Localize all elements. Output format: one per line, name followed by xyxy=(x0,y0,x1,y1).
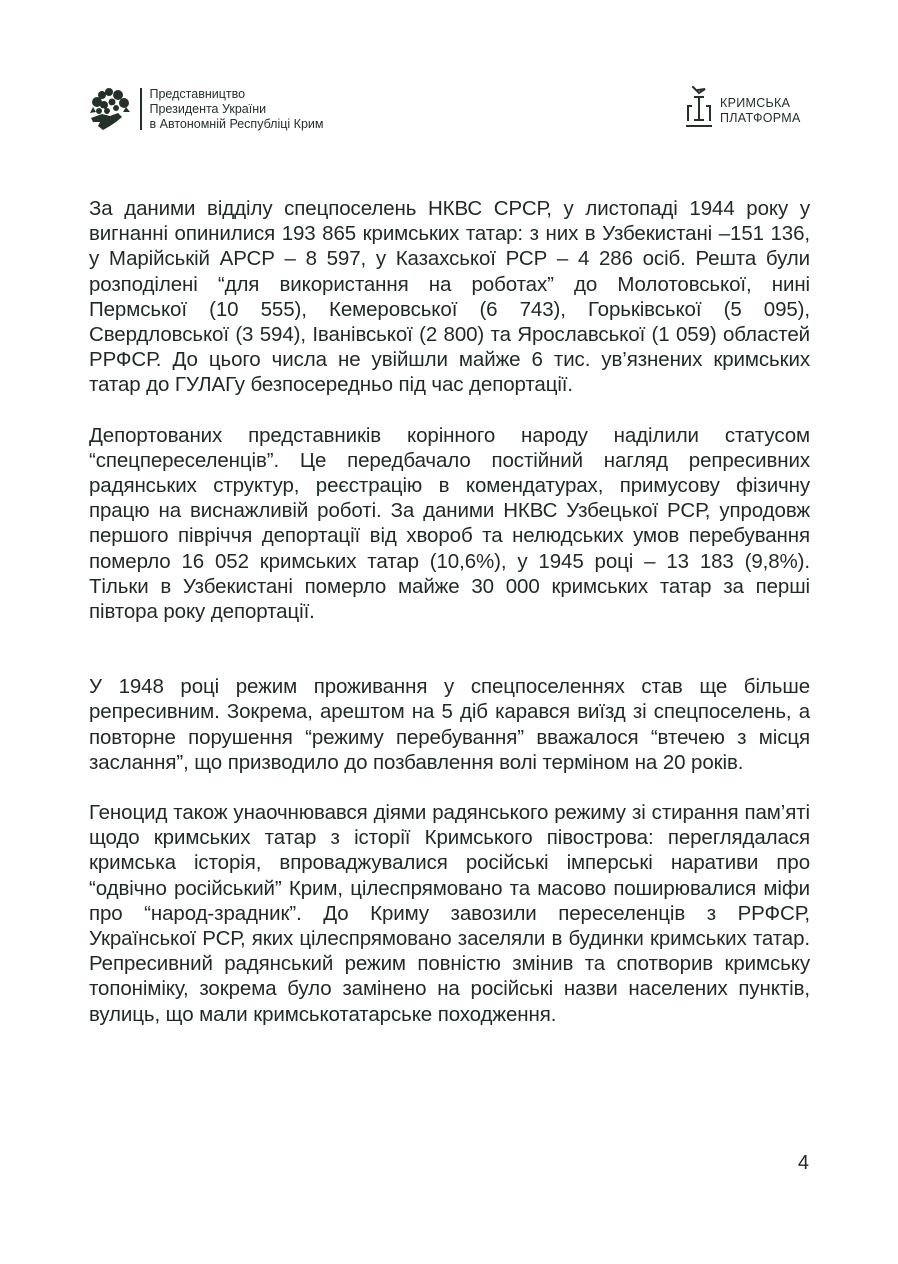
paragraph-memory-erasure: Геноцид також унаочнювався діями радянського режиму зі стирання пам’яті щодо кримських татар з історії Кримського півострова: переглядалася кримська історія, впроваджувалися російські імперські наративи про “одвічно російський” Крим, цілеспрямовано та масово поширювалися міфи про “народ-зрадник”. До Криму завозили переселенців з РРФСР, Української РСР, яких цілеспрямовано заселяли в будинки кримських татар. Репресивний радянський режим повністю змінив та спотворив кримську топоніміку, зокрема було замінено на російські назви населених пунктів, вулиць, що мали кримськотатарське походження. xyxy=(89,801,810,1026)
crimea-platform-logo xyxy=(684,84,801,130)
org-name-line-1: Представництво xyxy=(149,86,246,101)
org-name-line-3: в Автономній Республіці Крим xyxy=(149,116,324,131)
platform-name-line-1: КРИМСЬКА xyxy=(720,96,791,110)
platform-name-line-2: ПЛАТФОРМА xyxy=(720,111,801,125)
logo-divider xyxy=(140,88,142,130)
paragraph-deportation-statistics: За даними відділу спецпоселень НКВС СРСР, у листопаді 1944 року у вигнанні опинилися 193 865 кримських татар: з них в Узбекистані –151 136, у Марійській АРСР – 8 597, у Казахської РСР – 4 286 осіб. Решта були розподілені “для використання на роботах” до Молотовської, нині Пермської (10 555), Кемеровської (6 743), Горьківської (5 095), Свердловської (3 594), Іванівської (2 800) та Ярославської (1 059) областей РРФСР. До цього числа не увійшли майже 6 тис. ув’язнених кримських татар до ГУЛАГу безпосередньо під час депортації. xyxy=(89,197,810,397)
page-number: 4 xyxy=(797,1152,809,1174)
paragraph-special-settlers-status: Депортованих представників корінного народу наділили статусом “спецпереселенців”. Це передбачало постійний нагляд репресивних радянських структур, реєстрацію в комендатурах, примусову фізичну працю на виснажливій роботі. За даними НКВС Узбецької РСР, упродовж першого півріччя депортації від хвороб та нелюдських умов перебування померло 16 052 кримських татар (10,6%), у 1945 році – 13 183 (9,8%). Тільки в Узбекистані померло майже 30 000 кримських татар за перші півтора року депортації. xyxy=(89,423,810,624)
platform-name xyxy=(720,96,801,126)
org-name-line-2: Президента України xyxy=(149,101,267,116)
viburnum-crimea-emblem-icon xyxy=(88,86,132,132)
paragraph-1948-regime: У 1948 році режим проживання у спецпоселеннях став ще більше репресивним. Зокрема, арештом на 5 діб карався виїзд зі спецпоселень, а повторне порушення “режиму перебування” вважалося “втечею з місця заслання”, що призводило до позбавлення волі терміном на 20 років. xyxy=(89,675,810,774)
representative-office-logo xyxy=(88,86,323,132)
document-body xyxy=(89,196,810,1027)
crimea-platform-icon xyxy=(684,84,714,130)
organization-name xyxy=(150,87,324,132)
